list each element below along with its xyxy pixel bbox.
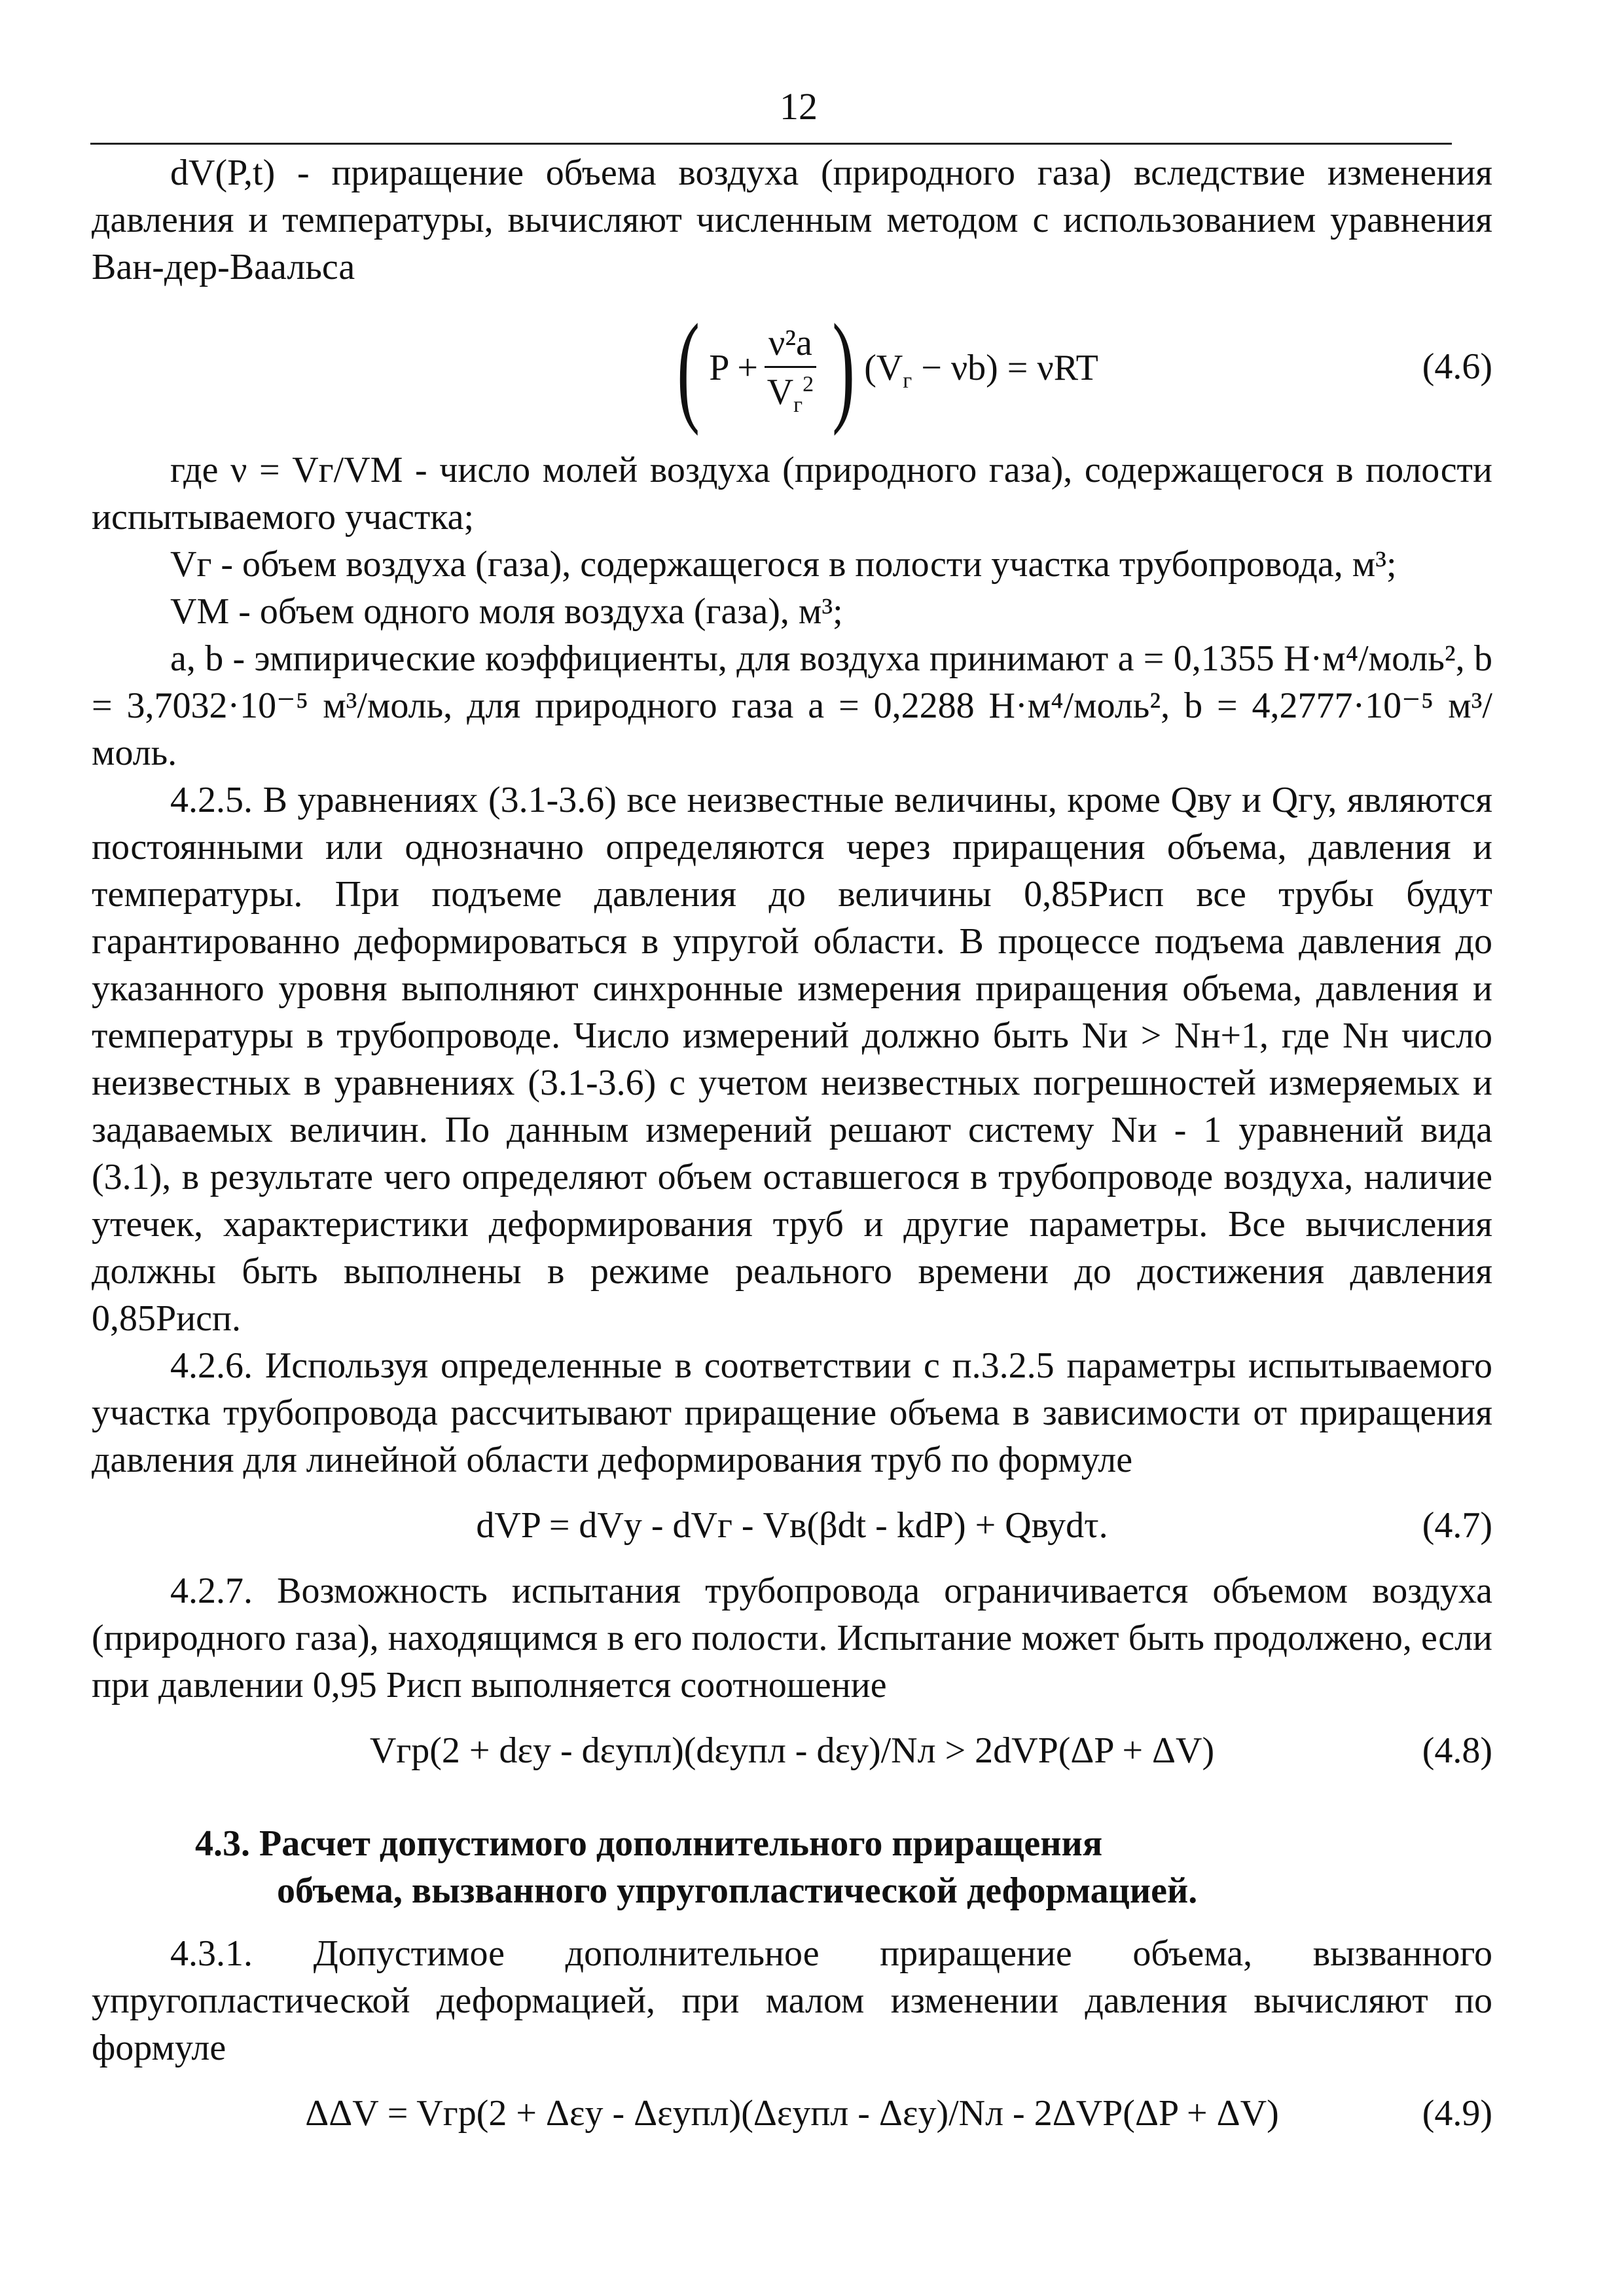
volume-open: (V (864, 348, 903, 388)
heading-line-2: объема, вызванного упругопластической деформацией. (277, 1870, 1198, 1911)
volume-sub: г (903, 369, 912, 393)
denominator-base: V (767, 371, 794, 412)
volume-tail: − νb) = νRT (912, 348, 1098, 388)
pressure-term: P + (709, 348, 758, 388)
paragraph-4-2-7: 4.2.7. Возможность испытания трубопровода ограничивается объемом воздуха (природного газа), находящимся в его полости. Испытание может быть продолжено, если при давлении 0,95 Pисп выполняется соотношение (92, 1571, 1492, 1705)
denominator-sub: г (793, 392, 803, 417)
equation-4-6 (92, 299, 1492, 437)
paragraph-where-nu: где ν = Vг/VM - число молей воздуха (природного газа), содержащегося в полости испытываемого участка; (92, 450, 1492, 538)
equation-4-8 (92, 1714, 1492, 1787)
definition-vg: Vг - объем воздуха (газа), содержащегося в полости участка трубопровода, м³; (170, 544, 1397, 585)
fraction-numerator: ν²a (765, 320, 816, 368)
page-number: 12 (780, 85, 818, 128)
heading-line-1: 4.3. Расчет допустимого дополнительного приращения (195, 1823, 1103, 1864)
formula-text: dVP = dVу - dVг - Vв(βdt - kdP) + Qвуdτ. (476, 1505, 1108, 1546)
equation-4-9 (92, 2077, 1492, 2150)
formula-text: ΔΔV = Vгр(2 + Δεу - Δεупл)(Δεупл - Δεу)/Nл - 2ΔVP(ΔP + ΔV) (305, 2093, 1279, 2134)
equation-number: (4.8) (1422, 1730, 1492, 1771)
equation-number: (4.9) (1422, 2093, 1492, 2134)
van-der-waals-formula (668, 299, 1098, 437)
formula-text: Vгр(2 + dεу - dεупл)(dεупл - dεу)/Nл > 2dVP(ΔP + ΔV) (369, 1730, 1215, 1771)
fraction-denominator (767, 368, 814, 416)
paragraph-4-2-5: 4.2.5. В уравнениях (3.1-3.6) все неизвестные величины, кроме Qву и Qгу, являются постоянными или однозначно определяются через приращения объема, давления и температуры. При подъеме давления до величины 0,85Pисп все трубы будут гарантированно деформироваться в упругой области. В процессе подъема давления до указанного уровня выполняют синхронные измерения приращения объема, давления и температуры в трубопроводе. Число измерений должно быть Nи > Nн+1, где Nн число неизвестных в уравнениях (3.1-3.6) с учетом неизвестных погрешностей измеряемых и задаваемых величин. По данным измерений решают систему Nи - 1 уравнений вида (3.1), в результате чего определяют объем оставшегося в трубопроводе воздуха, наличие утечек, характеристики деформирования труб и другие параметры. Все вычисления должны быть выполнены в режиме реального времени до достижения давления 0,85Pисп. (92, 780, 1492, 1339)
paragraph-4-2-6: 4.2.6. Используя определенные в соответствии с п.3.2.5 параметры испытываемого участка трубопровода рассчитывают приращение объема в зависимости от приращения давления для линейной области деформирования труб по формуле (92, 1345, 1492, 1480)
definition-vm: VM - объем одного моля воздуха (газа), м³; (170, 591, 843, 632)
paragraph-dv-intro: dV(P,t) - приращение объема воздуха (природного газа) вследствие изменения давления и температуры, вычисляют численным методом с использованием уравнения Ван-дер-Ваальса (92, 153, 1492, 287)
right-paren: ) (832, 299, 855, 437)
volume-term (864, 344, 1098, 392)
equation-4-7 (92, 1489, 1492, 1562)
denominator-sup: 2 (803, 371, 814, 396)
definition-a-b: a, b - эмпирические коэффициенты, для воздуха принимают a = 0,1355 Н·м⁴/моль², b = 3,7032·10⁻⁵ м³/моль, для природного газа a = 0,2288 Н·м⁴/моль², b = 4,2777·10⁻⁵ м³/моль. (92, 638, 1492, 773)
header-rule (90, 143, 1452, 145)
equation-number: (4.6) (1422, 346, 1492, 387)
fraction (765, 320, 816, 416)
section-heading-4-3 (92, 1820, 1492, 1914)
equation-number: (4.7) (1422, 1505, 1492, 1546)
left-paren: ( (677, 299, 700, 437)
page-body (92, 149, 1492, 2155)
paragraph-4-3-1: 4.3.1. Допустимое дополнительное приращение объема, вызванного упругопластической деформацией, при малом изменении давления вычисляют по формуле (92, 1933, 1492, 2068)
